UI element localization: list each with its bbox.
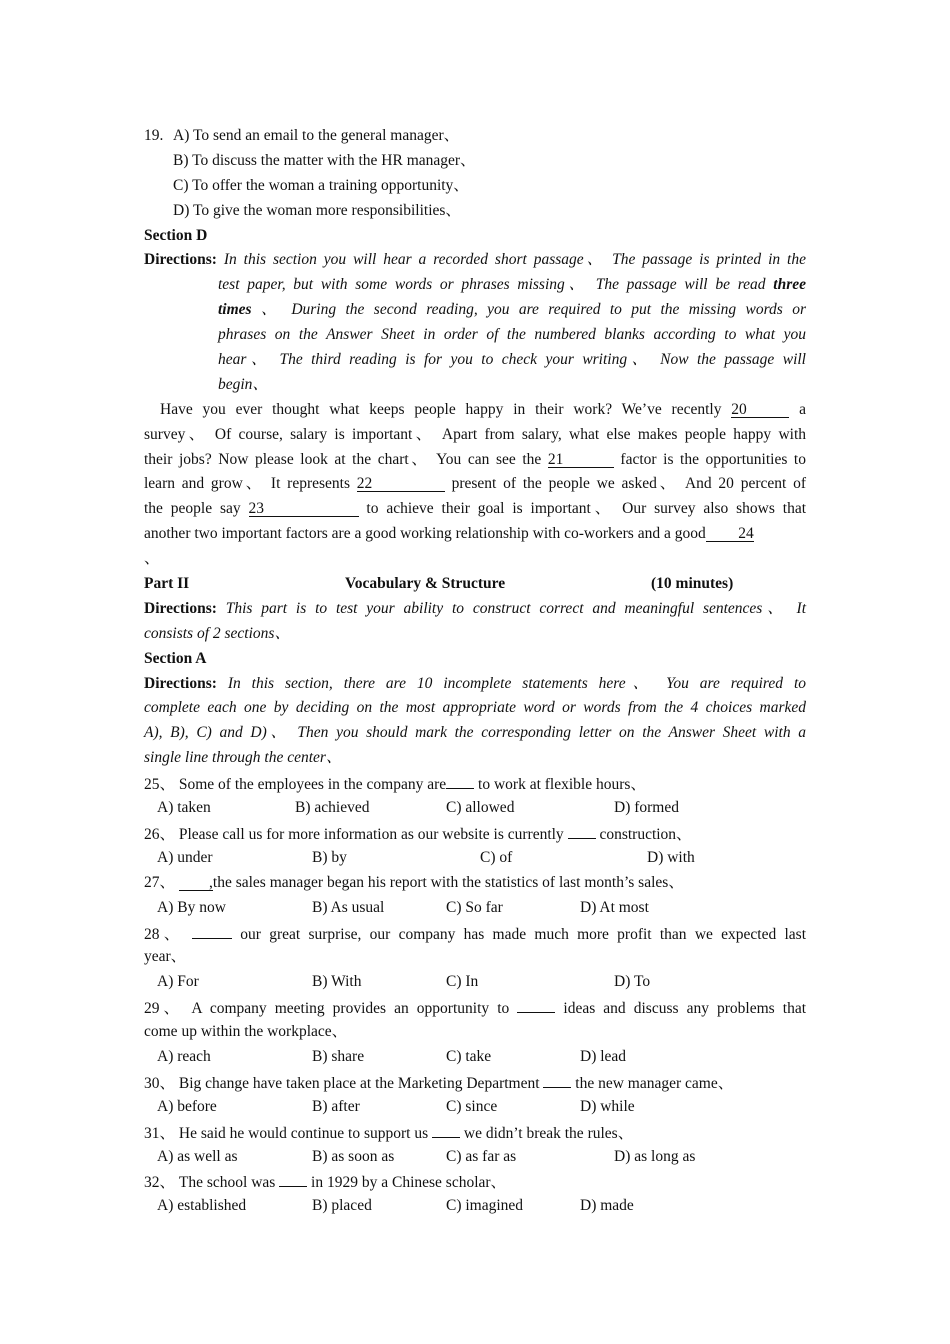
blank-23[interactable]: 23 [249,499,359,517]
part2-label: Part II [144,575,190,593]
blank-24[interactable]: 24 [706,524,754,542]
q26-options [144,846,806,871]
section-a-title: Section A [144,649,207,667]
passage-text4b: present of the people we asked、 And 20 percent of [451,475,807,493]
passage-text5a: the people say [144,500,241,518]
passage-line5 [144,497,806,522]
q19-option-a [144,124,806,149]
section-a-directions-label: Directions: [144,674,217,692]
section-d-directions-line6: begin、 [218,375,268,393]
q32-option-d[interactable]: D) made [580,1197,634,1215]
section-d-dir-text1: In this section you will hear a recorded short passage、 The passage is printed in the [223,251,806,269]
q26-option-d[interactable]: D) with [647,848,695,866]
q28-stem [144,921,806,946]
passage-line2: survey、 Of course, salary is important、 Apart from salary, what else makes people happy with [144,425,806,443]
q29-option-a[interactable]: A) reach [157,1047,211,1065]
part2-title: Vocabulary & Structure [345,575,506,593]
part2-time: (10 minutes) [651,575,734,593]
section-d-title: Section D [144,226,208,244]
q32-option-a[interactable]: A) established [157,1197,247,1215]
section-a-directions-line4: single line through the center、 [144,749,342,767]
section-d-directions-line3 [144,298,806,323]
q31-stem-pre: 31、 He said he would continue to support us [144,1124,429,1142]
q28-option-b[interactable]: B) With [312,973,362,991]
q25-option-a[interactable]: A) taken [157,799,211,817]
q31-stem [144,1120,806,1145]
q28-stem-pre: 28、 [144,925,184,943]
q28-option-c[interactable]: C) In [446,973,479,991]
part2-directions-label: Directions: [144,599,217,617]
q28-stem-line2: year、 [144,948,187,966]
q25-stem-pre: 25、 Some of the employees in the company are [144,776,447,794]
q26-stem [144,821,806,846]
passage-line1 [144,398,806,423]
q32-stem-pre: 32、 The school was [144,1174,276,1192]
section-d-directions-line1 [144,248,806,273]
q27-option-d[interactable]: D) At most [580,898,649,916]
section-d-dir-bold-three: three [773,276,806,294]
q25-blank[interactable] [446,771,474,789]
q30-stem [144,1070,806,1095]
q19-number: 19. [144,127,164,144]
q25-stem-post: to work at flexible hours、 [478,776,646,794]
section-d-directions-line4: phrases on the Answer Sheet in order of the numbered blanks according to what you [218,326,806,344]
q27-option-b[interactable]: B) As usual [312,898,385,916]
q32-option-b[interactable]: B) placed [312,1197,372,1215]
part2-directions-line2: consists of 2 sections、 [144,624,290,642]
q27-stem [144,871,806,896]
section-d-directions-label: Directions: [144,251,217,269]
q27-stem-post: the sales manager began his report with the statistics of last month’s sales、 [212,873,684,891]
blank-22[interactable]: 22 [357,474,445,492]
q27-stem-pre: 27、 [144,873,176,891]
section-d-directions-line2 [144,273,806,298]
q27-option-a[interactable]: A) By now [157,898,226,916]
q28-stem-post: our great surprise, our company has made much more profit than we expected last [240,925,807,943]
section-d-dir-text2: test paper, but with some words or phrases missing、 The passage will be read [218,276,766,294]
q27-options [144,896,806,921]
q29-stem-post: ideas and discuss any problems that [563,1000,807,1018]
q31-option-a[interactable]: A) as well as [157,1147,238,1165]
q28-option-d[interactable]: D) To [614,973,651,991]
passage-text1: Have you ever thought what keeps people happy in their work? We’ve recently [160,400,722,418]
q31-blank[interactable] [432,1120,460,1138]
q19-option-c: C) To offer the woman a training opportunity、 [173,176,469,194]
q32-stem-post: in 1929 by a Chinese scholar、 [311,1174,507,1192]
q26-stem-post: construction、 [599,825,692,843]
section-a-directions-line1 [144,672,806,697]
blank-20[interactable]: 20 [731,400,789,418]
q32-option-c[interactable]: C) imagined [446,1197,524,1215]
q29-stem-pre: 29、 A company meeting provides an opportunity to [144,1000,510,1018]
q31-options [144,1145,806,1170]
section-d-dir-bold-times: times [218,301,252,319]
q29-options [144,1045,806,1070]
q25-option-d[interactable]: D) formed [614,799,679,817]
q30-option-a[interactable]: A) before [157,1097,217,1115]
q29-stem [144,995,806,1020]
section-a-directions-line3: A), B), C) and D)、 Then you should mark the corresponding letter on the Answer Sheet with a [144,724,806,742]
part2-directions-line1 [144,597,806,622]
q25-options [144,796,806,821]
section-a-directions-line2: complete each one by deciding on the most appropriate word or words from the 4 choices marked [144,699,806,717]
q26-option-b[interactable]: B) by [312,848,347,866]
passage-text6a: another two important factors are a good working relationship with co-workers and a good [144,525,706,543]
q29-option-b[interactable]: B) share [312,1047,365,1065]
passage-text4a: learn and grow、 It represents [144,475,350,493]
q31-option-d[interactable]: D) as long as [614,1147,696,1165]
passage-text3a: their jobs? Now please look at the chart、 You can see the [144,450,542,468]
q26-option-a[interactable]: A) under [157,848,213,866]
q19-option-b: B) To discuss the matter with the HR manager、 [173,151,476,169]
q32-options [144,1194,806,1219]
passage-text3b: factor is the opportunities to [620,450,806,468]
q29-blank[interactable] [517,995,555,1013]
section-d-directions-line5: hear、 The third reading is for you to check your writing、 Now the passage will [218,351,806,369]
q30-option-d[interactable]: D) while [580,1097,635,1115]
passage-line3 [144,448,806,473]
q30-option-c[interactable]: C) since [446,1097,498,1115]
q28-option-a[interactable]: A) For [157,973,199,991]
q26-option-c[interactable]: C) of [480,848,513,866]
passage-line7: 、 [144,550,160,568]
q32-stem [144,1169,806,1194]
q27-blank[interactable]: , [179,873,213,891]
q31-stem-post: we didn’t break the rules、 [463,1124,634,1142]
q29-option-c[interactable]: C) take [446,1047,492,1065]
passage-line4 [144,472,806,497]
q30-blank[interactable] [543,1070,571,1088]
q19-option-d: D) To give the woman more responsibilities、 [173,201,461,219]
exam-page [144,124,806,1219]
q29-stem-line2: come up within the workplace、 [144,1023,348,1041]
q27-option-c[interactable]: C) So far [446,898,503,916]
passage-text5b: to achieve their goal is important、 Our survey also shows that [366,500,807,518]
q30-option-b[interactable]: B) after [312,1097,360,1115]
q26-stem-pre: 26、 Please call us for more information as our website is currently [144,825,564,843]
section-d-dir-text3: 、 During the second reading, you are required to put the missing words or [260,301,806,319]
q29-option-d[interactable]: D) lead [580,1047,627,1065]
passage-line6 [144,522,806,547]
q26-blank[interactable] [568,821,596,839]
q25-option-b[interactable]: B) achieved [295,799,370,817]
q31-option-b[interactable]: B) as soon as [312,1147,395,1165]
q28-blank[interactable] [192,921,232,939]
q25-option-c[interactable]: C) allowed [446,799,515,817]
q32-blank[interactable] [279,1169,307,1187]
part2-header [144,572,806,597]
section-a-dir-text1: In this section, there are 10 incomplete statements here、 You are required to [227,674,807,692]
q30-stem-pre: 30、 Big change have taken place at the Marketing Department [144,1074,540,1092]
passage-text1b: a [799,400,807,418]
part2-dir-text1: This part is to test your ability to construct correct and meaningful sentences、 It [225,599,807,617]
q31-option-c[interactable]: C) as far as [446,1147,517,1165]
q30-stem-post: the new manager came、 [575,1074,734,1092]
q30-options [144,1095,806,1120]
blank-21[interactable]: 21 [548,450,614,468]
q28-options [144,970,806,995]
q25-stem [144,771,806,796]
q19-a-text: A) To send an email to the general manager、 [173,127,460,144]
